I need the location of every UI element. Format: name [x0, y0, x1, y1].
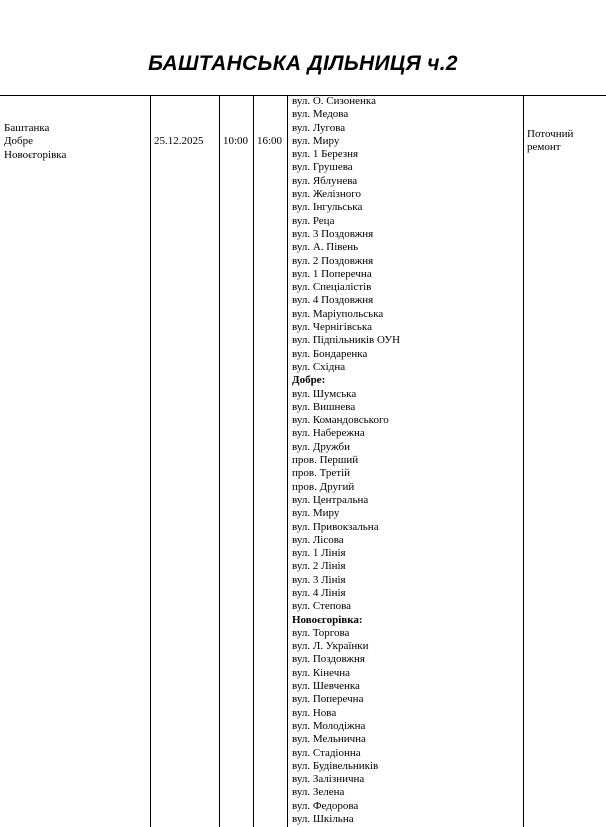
street-item: вул. Бондаренка — [292, 347, 368, 360]
street-item: вул. Лугова — [292, 121, 346, 134]
street-item: вул. Желізного — [292, 188, 362, 201]
street-item: вул. Яблунева — [292, 174, 358, 187]
page-title: БАШТАНСЬКА ДІЛЬНИЦЯ ч.2 — [148, 52, 458, 75]
street-item: вул. Шумська — [292, 387, 357, 400]
street-item: вул. Реца — [292, 214, 335, 227]
street-item: вул. Підпільників ОУН — [292, 334, 401, 347]
work-type-text: Поточний — [527, 128, 574, 140]
street-item: вул. Торгова — [292, 626, 350, 639]
street-item: вул. Грушева — [292, 161, 353, 174]
street-item: вул. Нова — [292, 706, 337, 719]
column-divider — [219, 95, 220, 827]
location-name: Новоєгорівка — [4, 148, 67, 161]
street-item: вул. А. Півень — [292, 241, 359, 254]
street-item: вул. Зелена — [292, 786, 345, 799]
street-item: вул. Поздовжня — [292, 653, 365, 666]
street-item: вул. Стадіонна — [292, 746, 361, 759]
locations-cell — [4, 122, 66, 162]
street-item: вул. Поперечна — [292, 693, 364, 706]
street-item: вул. Чернігівська — [292, 321, 372, 334]
column-divider — [150, 95, 151, 827]
start-time-cell: 10:00 — [223, 135, 249, 147]
street-item: вул. Федорова — [292, 799, 359, 812]
street-item: вул. 3 Поздовжня — [292, 227, 374, 240]
street-item: пров. Перший — [292, 454, 359, 467]
street-item: вул. Медова — [292, 108, 349, 121]
street-item: вул. Командовського — [292, 414, 389, 427]
street-item: вул. 2 Лінія — [292, 560, 346, 573]
street-item: вул. Спеціалістів — [292, 281, 372, 294]
street-item: вул. Дружби — [292, 440, 350, 453]
street-item: вул. Центральна — [292, 493, 369, 506]
end-time-cell: 16:00 — [257, 135, 283, 147]
column-divider — [287, 95, 288, 827]
street-group-header: Новоєгорівка: — [292, 613, 363, 626]
street-item: вул. Вишнева — [292, 400, 356, 413]
street-item: вул. Мельнична — [292, 733, 366, 746]
date-cell: 25.12.2025 — [154, 135, 204, 147]
street-item: вул. 1 Лінія — [292, 547, 346, 560]
street-item: вул. Шевченка — [292, 680, 360, 693]
street-item: вул. 4 Лінія — [292, 586, 346, 599]
work-type-cell — [527, 128, 573, 155]
street-item: вул. Набережна — [292, 427, 365, 440]
street-item: вул. Шкільна — [292, 813, 354, 826]
street-item: вул. Миру — [292, 507, 340, 520]
street-item: вул. О. Сизоненка — [292, 95, 376, 107]
street-item: вул. 3 Лінія — [292, 573, 346, 586]
street-item: пров. Другий — [292, 480, 355, 493]
street-item: вул. 1 Березня — [292, 148, 359, 161]
column-divider — [253, 95, 254, 827]
street-item: вул. Привокзальна — [292, 520, 379, 533]
street-item: вул. Східна — [292, 360, 346, 373]
street-item: вул. Кінечна — [292, 666, 351, 679]
street-item: вул. Інгульська — [292, 201, 363, 214]
street-item: вул. Л. Українки — [292, 640, 369, 653]
column-divider — [523, 95, 524, 827]
street-item: вул. Залізнична — [292, 773, 365, 786]
street-item: вул. Будівельників — [292, 759, 379, 772]
street-item: вул. 2 Поздовжня — [292, 254, 374, 267]
street-item: вул. Молодіжна — [292, 719, 366, 732]
streets-list — [292, 95, 400, 826]
street-group-header: Добре: — [292, 374, 326, 387]
work-type-text: ремонт — [527, 141, 561, 154]
street-item: вул. Маріупольська — [292, 307, 384, 320]
street-item: вул. Степова — [292, 600, 352, 613]
street-item: вул. Миру — [292, 134, 340, 147]
street-item: пров. Третій — [292, 467, 351, 480]
street-item: вул. 4 Поздовжня — [292, 294, 374, 307]
street-item: вул. Лісова — [292, 533, 344, 546]
location-name: Баштанка — [4, 122, 50, 134]
street-item: вул. 1 Поперечна — [292, 267, 372, 280]
location-name: Добре — [4, 135, 33, 148]
